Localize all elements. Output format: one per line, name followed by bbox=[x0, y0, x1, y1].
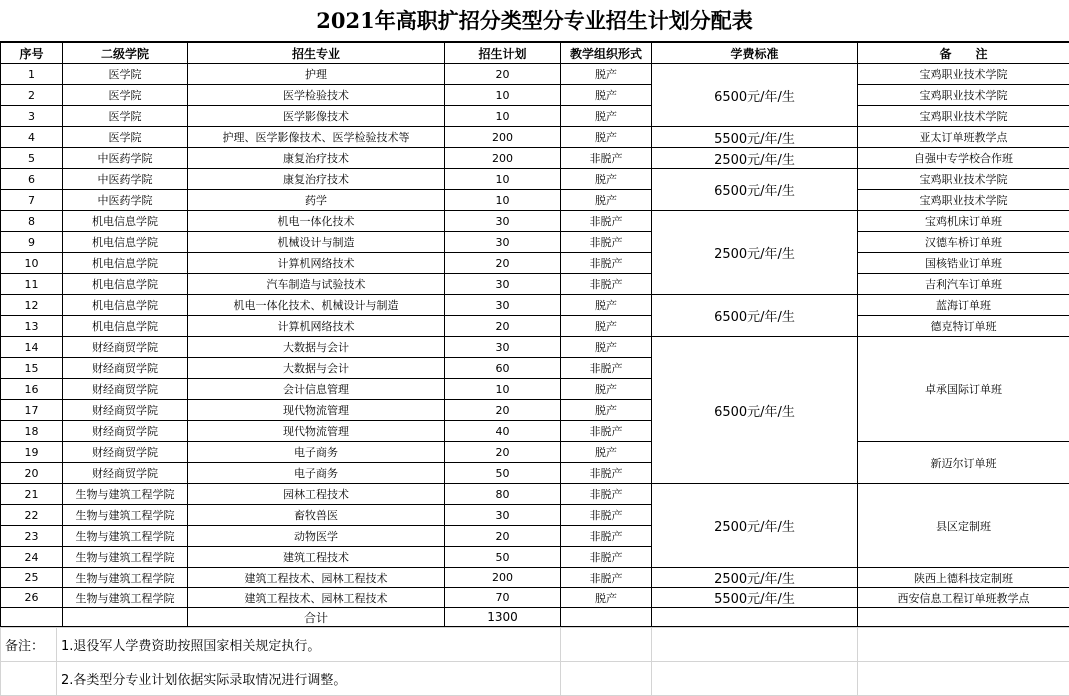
cell-remark: 宝鸡职业技术学院 bbox=[858, 169, 1069, 190]
table-row bbox=[1, 127, 1069, 148]
cell-major: 计算机网络技术 bbox=[188, 316, 445, 337]
cell-remark: 宝鸡机床订单班 bbox=[858, 211, 1069, 232]
cell-no: 20 bbox=[1, 463, 63, 484]
table-row bbox=[1, 568, 1069, 588]
cell-remark: 县区定制班 bbox=[858, 484, 1069, 568]
cell-fee: 5500元/年/生 bbox=[652, 127, 858, 148]
table-row bbox=[1, 316, 1069, 337]
cell-remark: 吉利汽车订单班 bbox=[858, 274, 1069, 295]
cell-no: 21 bbox=[1, 484, 63, 505]
cell-remark: 宝鸡职业技术学院 bbox=[858, 106, 1069, 127]
cell-no: 12 bbox=[1, 295, 63, 316]
cell-no: 16 bbox=[1, 379, 63, 400]
cell-form: 非脱产 bbox=[561, 421, 652, 442]
cell-form: 非脱产 bbox=[561, 505, 652, 526]
cell-plan: 50 bbox=[445, 463, 561, 484]
cell-college: 生物与建筑工程学院 bbox=[63, 505, 188, 526]
cell-plan: 200 bbox=[445, 568, 561, 588]
cell-form: 非脱产 bbox=[561, 211, 652, 232]
cell-no: 9 bbox=[1, 232, 63, 253]
cell-major: 康复治疗技术 bbox=[188, 169, 445, 190]
cell-fee: 6500元/年/生 bbox=[652, 337, 858, 484]
cell-form: 非脱产 bbox=[561, 253, 652, 274]
cell-no: 14 bbox=[1, 337, 63, 358]
cell-major: 护理 bbox=[188, 64, 445, 85]
cell-remark: 宝鸡职业技术学院 bbox=[858, 190, 1069, 211]
table-row bbox=[1, 211, 1069, 232]
cell-major: 医学检验技术 bbox=[188, 85, 445, 106]
total-row bbox=[1, 608, 1069, 627]
cell-college: 财经商贸学院 bbox=[63, 421, 188, 442]
notes-label: 备注： bbox=[1, 628, 57, 662]
cell-no: 17 bbox=[1, 400, 63, 421]
cell-form: 非脱产 bbox=[561, 358, 652, 379]
cell-plan: 40 bbox=[445, 421, 561, 442]
cell-major: 会计信息管理 bbox=[188, 379, 445, 400]
cell-fee: 2500元/年/生 bbox=[652, 211, 858, 295]
table-row bbox=[1, 442, 1069, 463]
cell-major: 建筑工程技术、园林工程技术 bbox=[188, 588, 445, 608]
cell-college: 机电信息学院 bbox=[63, 232, 188, 253]
cell-form: 非脱产 bbox=[561, 274, 652, 295]
cell-college: 财经商贸学院 bbox=[63, 337, 188, 358]
cell-major: 机电一体化技术 bbox=[188, 211, 445, 232]
cell-plan: 30 bbox=[445, 232, 561, 253]
cell-college: 医学院 bbox=[63, 85, 188, 106]
cell-college: 财经商贸学院 bbox=[63, 379, 188, 400]
cell-remark: 宝鸡职业技术学院 bbox=[858, 85, 1069, 106]
table-row bbox=[1, 337, 1069, 358]
table-row bbox=[1, 484, 1069, 505]
cell-college: 机电信息学院 bbox=[63, 211, 188, 232]
cell-college: 财经商贸学院 bbox=[63, 358, 188, 379]
cell-no: 22 bbox=[1, 505, 63, 526]
table-row bbox=[1, 169, 1069, 190]
cell-remark: 德克特订单班 bbox=[858, 316, 1069, 337]
cell-no: 10 bbox=[1, 253, 63, 274]
col-header-no: 序号 bbox=[1, 43, 63, 64]
table-row bbox=[1, 190, 1069, 211]
cell-form: 脱产 bbox=[561, 442, 652, 463]
cell-major: 动物医学 bbox=[188, 526, 445, 547]
cell-form: 脱产 bbox=[561, 64, 652, 85]
cell-plan: 10 bbox=[445, 85, 561, 106]
notes-label-blank bbox=[1, 662, 57, 696]
cell-plan: 30 bbox=[445, 337, 561, 358]
cell-form: 脱产 bbox=[561, 127, 652, 148]
cell-no: 25 bbox=[1, 568, 63, 588]
cell-no: 23 bbox=[1, 526, 63, 547]
cell-plan: 10 bbox=[445, 169, 561, 190]
cell-remark: 自强中专学校合作班 bbox=[858, 148, 1069, 169]
cell-plan: 30 bbox=[445, 211, 561, 232]
note-empty-cell bbox=[652, 662, 858, 696]
cell-form: 脱产 bbox=[561, 588, 652, 608]
cell-major: 康复治疗技术 bbox=[188, 148, 445, 169]
cell-form: 非脱产 bbox=[561, 148, 652, 169]
cell-fee: 2500元/年/生 bbox=[652, 148, 858, 169]
cell-major: 电子商务 bbox=[188, 463, 445, 484]
cell-plan: 10 bbox=[445, 106, 561, 127]
cell-major: 建筑工程技术、园林工程技术 bbox=[188, 568, 445, 588]
cell-remark: 宝鸡职业技术学院 bbox=[858, 64, 1069, 85]
cell-no: 7 bbox=[1, 190, 63, 211]
cell-remark: 汉德车桥订单班 bbox=[858, 232, 1069, 253]
cell-form: 非脱产 bbox=[561, 547, 652, 568]
col-header-form: 教学组织形式 bbox=[561, 43, 652, 64]
cell-no: 1 bbox=[1, 64, 63, 85]
cell-major: 畜牧兽医 bbox=[188, 505, 445, 526]
cell-major: 现代物流管理 bbox=[188, 421, 445, 442]
cell-college: 机电信息学院 bbox=[63, 274, 188, 295]
cell-plan: 20 bbox=[445, 526, 561, 547]
total-empty-cell bbox=[652, 608, 858, 627]
cell-no: 6 bbox=[1, 169, 63, 190]
cell-fee: 6500元/年/生 bbox=[652, 64, 858, 127]
notes-section bbox=[0, 627, 1069, 696]
cell-plan: 80 bbox=[445, 484, 561, 505]
cell-form: 脱产 bbox=[561, 169, 652, 190]
allocation-table bbox=[0, 42, 1069, 627]
cell-form: 非脱产 bbox=[561, 484, 652, 505]
table-row bbox=[1, 64, 1069, 85]
cell-plan: 10 bbox=[445, 190, 561, 211]
note-empty-cell bbox=[561, 662, 652, 696]
table-row bbox=[1, 106, 1069, 127]
cell-college: 机电信息学院 bbox=[63, 316, 188, 337]
cell-form: 脱产 bbox=[561, 316, 652, 337]
cell-no: 11 bbox=[1, 274, 63, 295]
cell-major: 电子商务 bbox=[188, 442, 445, 463]
cell-college: 财经商贸学院 bbox=[63, 400, 188, 421]
cell-college: 生物与建筑工程学院 bbox=[63, 588, 188, 608]
cell-college: 中医药学院 bbox=[63, 169, 188, 190]
total-empty-cell bbox=[858, 608, 1069, 627]
cell-no: 24 bbox=[1, 547, 63, 568]
note-row bbox=[1, 662, 1069, 696]
cell-fee: 2500元/年/生 bbox=[652, 484, 858, 568]
col-header-fee: 学费标准 bbox=[652, 43, 858, 64]
cell-plan: 10 bbox=[445, 379, 561, 400]
cell-plan: 30 bbox=[445, 505, 561, 526]
cell-major: 护理、医学影像技术、医学检验技术等 bbox=[188, 127, 445, 148]
table-row bbox=[1, 232, 1069, 253]
cell-form: 非脱产 bbox=[561, 526, 652, 547]
cell-form: 非脱产 bbox=[561, 463, 652, 484]
note-row bbox=[1, 628, 1069, 662]
col-header-college: 二级学院 bbox=[63, 43, 188, 64]
table-row bbox=[1, 253, 1069, 274]
col-header-major: 招生专业 bbox=[188, 43, 445, 64]
total-value: 1300 bbox=[445, 608, 561, 627]
cell-major: 机械设计与制造 bbox=[188, 232, 445, 253]
cell-major: 大数据与会计 bbox=[188, 337, 445, 358]
cell-no: 8 bbox=[1, 211, 63, 232]
header-row bbox=[1, 43, 1069, 64]
cell-form: 脱产 bbox=[561, 295, 652, 316]
cell-plan: 30 bbox=[445, 295, 561, 316]
table-row bbox=[1, 295, 1069, 316]
col-header-remark: 备 注 bbox=[858, 43, 1069, 64]
cell-college: 生物与建筑工程学院 bbox=[63, 547, 188, 568]
total-empty-cell bbox=[63, 608, 188, 627]
cell-form: 脱产 bbox=[561, 85, 652, 106]
sheet-title: 2021年高职扩招分类型分专业招生计划分配表 bbox=[0, 0, 1069, 42]
cell-fee: 5500元/年/生 bbox=[652, 588, 858, 608]
cell-plan: 50 bbox=[445, 547, 561, 568]
cell-no: 26 bbox=[1, 588, 63, 608]
cell-plan: 20 bbox=[445, 316, 561, 337]
cell-college: 生物与建筑工程学院 bbox=[63, 568, 188, 588]
cell-plan: 200 bbox=[445, 127, 561, 148]
cell-remark: 卓承国际订单班 bbox=[858, 337, 1069, 442]
total-empty-cell bbox=[1, 608, 63, 627]
col-header-plan: 招生计划 bbox=[445, 43, 561, 64]
cell-no: 5 bbox=[1, 148, 63, 169]
table-row bbox=[1, 588, 1069, 608]
cell-remark: 陕西上德科技定制班 bbox=[858, 568, 1069, 588]
cell-form: 脱产 bbox=[561, 379, 652, 400]
cell-form: 脱产 bbox=[561, 337, 652, 358]
cell-college: 生物与建筑工程学院 bbox=[63, 484, 188, 505]
cell-major: 计算机网络技术 bbox=[188, 253, 445, 274]
cell-college: 中医药学院 bbox=[63, 190, 188, 211]
cell-college: 机电信息学院 bbox=[63, 295, 188, 316]
cell-college: 医学院 bbox=[63, 64, 188, 85]
cell-college: 财经商贸学院 bbox=[63, 463, 188, 484]
cell-major: 汽车制造与试验技术 bbox=[188, 274, 445, 295]
note-item: 2.各类型分专业计划依据实际录取情况进行调整。 bbox=[57, 662, 561, 696]
cell-major: 现代物流管理 bbox=[188, 400, 445, 421]
cell-college: 生物与建筑工程学院 bbox=[63, 526, 188, 547]
note-empty-cell bbox=[858, 628, 1069, 662]
cell-no: 4 bbox=[1, 127, 63, 148]
cell-plan: 70 bbox=[445, 588, 561, 608]
cell-fee: 2500元/年/生 bbox=[652, 568, 858, 588]
cell-plan: 30 bbox=[445, 274, 561, 295]
cell-plan: 20 bbox=[445, 253, 561, 274]
cell-college: 医学院 bbox=[63, 127, 188, 148]
cell-remark: 亚太订单班教学点 bbox=[858, 127, 1069, 148]
cell-fee: 6500元/年/生 bbox=[652, 295, 858, 337]
cell-college: 财经商贸学院 bbox=[63, 442, 188, 463]
cell-plan: 20 bbox=[445, 64, 561, 85]
cell-remark: 新迈尔订单班 bbox=[858, 442, 1069, 484]
cell-major: 大数据与会计 bbox=[188, 358, 445, 379]
cell-plan: 60 bbox=[445, 358, 561, 379]
note-empty-cell bbox=[652, 628, 858, 662]
cell-form: 脱产 bbox=[561, 190, 652, 211]
cell-no: 13 bbox=[1, 316, 63, 337]
cell-no: 15 bbox=[1, 358, 63, 379]
cell-college: 机电信息学院 bbox=[63, 253, 188, 274]
cell-college: 中医药学院 bbox=[63, 148, 188, 169]
cell-no: 2 bbox=[1, 85, 63, 106]
note-empty-cell bbox=[561, 628, 652, 662]
cell-no: 19 bbox=[1, 442, 63, 463]
cell-major: 建筑工程技术 bbox=[188, 547, 445, 568]
cell-form: 非脱产 bbox=[561, 568, 652, 588]
cell-form: 脱产 bbox=[561, 400, 652, 421]
cell-remark: 蓝海订单班 bbox=[858, 295, 1069, 316]
cell-major: 机电一体化技术、机械设计与制造 bbox=[188, 295, 445, 316]
cell-plan: 20 bbox=[445, 400, 561, 421]
table-row bbox=[1, 274, 1069, 295]
total-empty-cell bbox=[561, 608, 652, 627]
cell-college: 医学院 bbox=[63, 106, 188, 127]
note-item: 1.退役军人学费资助按照国家相关规定执行。 bbox=[57, 628, 561, 662]
total-label: 合计 bbox=[188, 608, 445, 627]
cell-plan: 20 bbox=[445, 442, 561, 463]
cell-no: 3 bbox=[1, 106, 63, 127]
table-row bbox=[1, 85, 1069, 106]
cell-major: 医学影像技术 bbox=[188, 106, 445, 127]
note-empty-cell bbox=[858, 662, 1069, 696]
cell-remark: 西安信息工程订单班教学点 bbox=[858, 588, 1069, 608]
cell-major: 园林工程技术 bbox=[188, 484, 445, 505]
cell-remark: 国核锆业订单班 bbox=[858, 253, 1069, 274]
cell-fee: 6500元/年/生 bbox=[652, 169, 858, 211]
cell-no: 18 bbox=[1, 421, 63, 442]
cell-form: 非脱产 bbox=[561, 232, 652, 253]
cell-plan: 200 bbox=[445, 148, 561, 169]
cell-major: 药学 bbox=[188, 190, 445, 211]
cell-form: 脱产 bbox=[561, 106, 652, 127]
table-row bbox=[1, 148, 1069, 169]
